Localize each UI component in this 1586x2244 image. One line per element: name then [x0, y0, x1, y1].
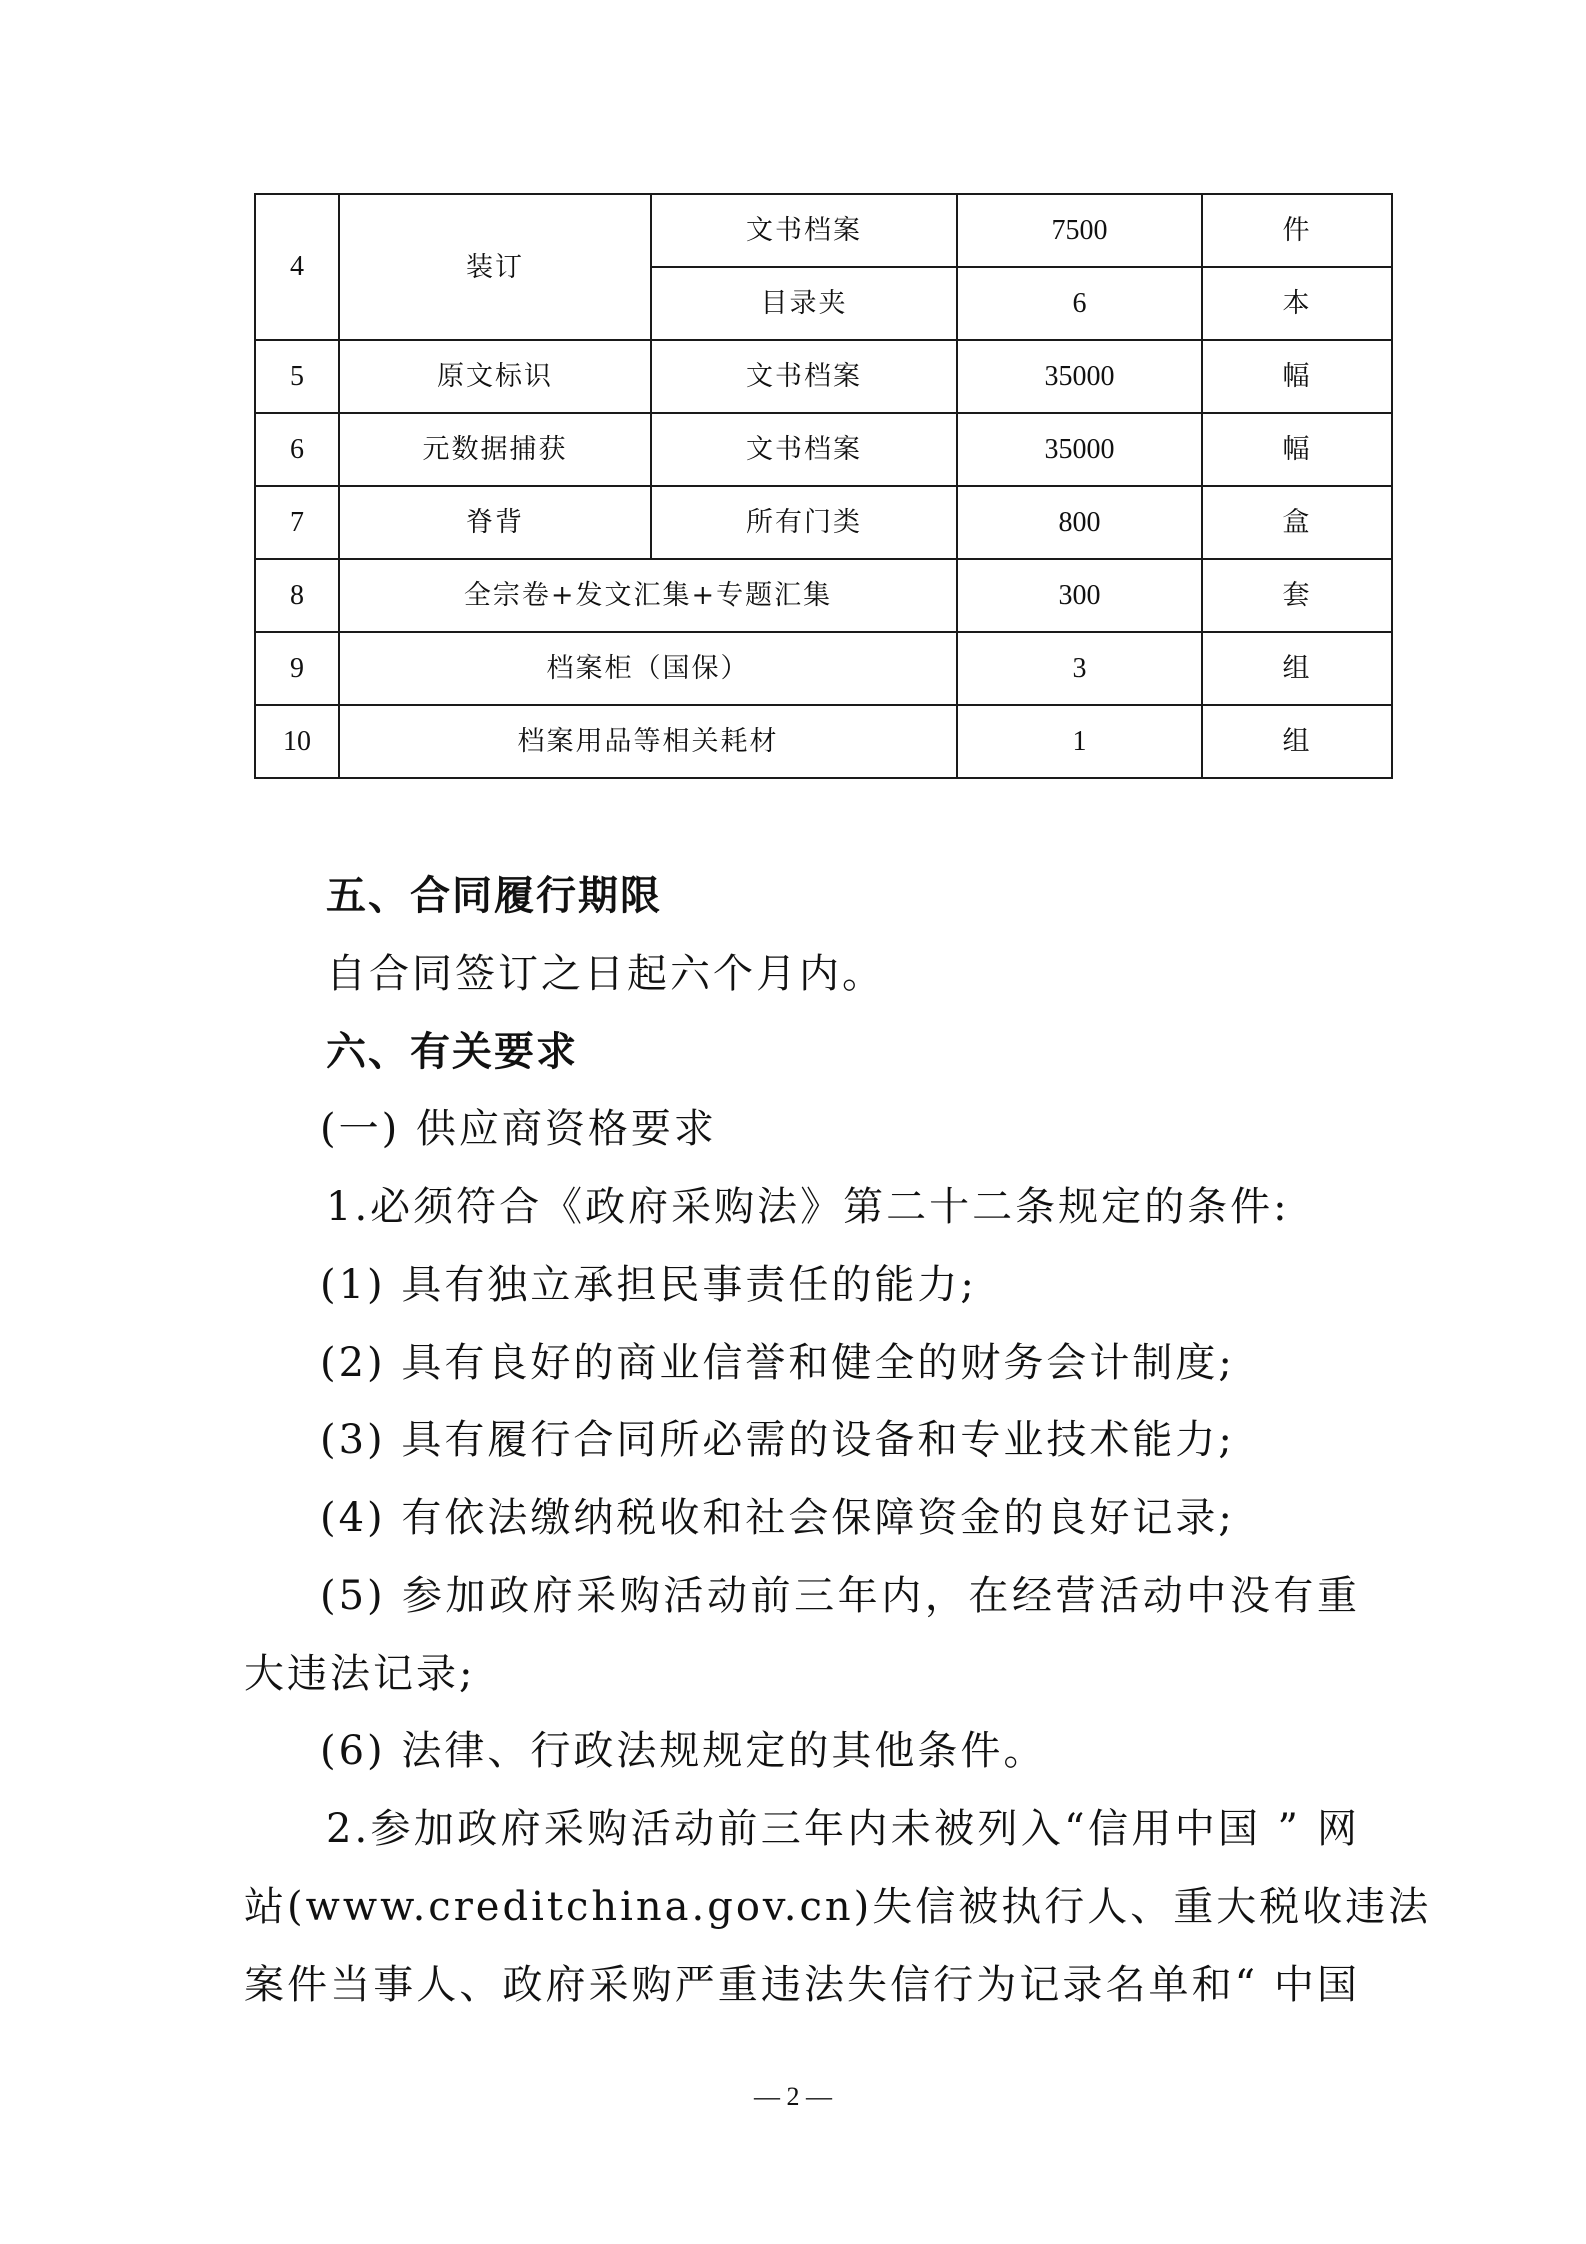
paragraph-line: 2.参加政府采购活动前三年内未被列入“信用中国 ” 网	[326, 1806, 1360, 1852]
row-number: 10	[255, 705, 339, 778]
category: 文书档案	[651, 194, 957, 267]
unit: 盒	[1202, 486, 1392, 559]
table-row	[255, 632, 1392, 705]
unit: 组	[1202, 705, 1392, 778]
table-row	[255, 486, 1392, 559]
row-number: 9	[255, 632, 339, 705]
condition-item: (1) 具有独立承担民事责任的能力;	[320, 1262, 977, 1308]
item-name: 档案用品等相关耗材	[339, 705, 957, 778]
item-name: 装订	[339, 194, 651, 340]
category: 文书档案	[651, 340, 957, 413]
row-number: 6	[255, 413, 339, 486]
condition-item: (2) 具有良好的商业信誉和健全的财务会计制度;	[320, 1340, 1235, 1386]
row-number: 5	[255, 340, 339, 413]
quantity: 1	[957, 705, 1202, 778]
item-name: 档案柜（国保）	[339, 632, 957, 705]
quantity: 300	[957, 559, 1202, 632]
quantity: 35000	[957, 413, 1202, 486]
row-number: 7	[255, 486, 339, 559]
table-row	[255, 413, 1392, 486]
category: 所有门类	[651, 486, 957, 559]
paragraph-line: 站(www.creditchina.gov.cn)失信被执行人、重大税收违法	[244, 1884, 1432, 1930]
table-row	[255, 559, 1392, 632]
row-number: 4	[255, 194, 339, 340]
item-name: 原文标识	[339, 340, 651, 413]
condition-item: (5) 参加政府采购活动前三年内，在经营活动中没有重	[320, 1573, 1360, 1619]
condition-item: (4) 有依法缴纳税收和社会保障资金的良好记录;	[320, 1495, 1235, 1541]
page-number: — 2 —	[754, 2082, 832, 2111]
quantity: 7500	[957, 194, 1202, 267]
section-heading: 六、有关要求	[326, 1029, 578, 1075]
paragraph: 自合同签订之日起六个月内。	[326, 951, 885, 997]
unit: 本	[1202, 267, 1392, 340]
table-row	[255, 340, 1392, 413]
table-row	[255, 194, 1392, 267]
row-number: 8	[255, 559, 339, 632]
condition-item: (3) 具有履行合同所必需的设备和专业技术能力;	[320, 1417, 1235, 1463]
paragraph: 1.必须符合《政府采购法》第二十二条规定的条件:	[326, 1184, 1290, 1230]
quantity: 35000	[957, 340, 1202, 413]
condition-item-continued: 大违法记录;	[244, 1651, 476, 1697]
unit: 组	[1202, 632, 1392, 705]
category: 目录夹	[651, 267, 957, 340]
item-name: 元数据捕获	[339, 413, 651, 486]
unit: 套	[1202, 559, 1392, 632]
quantity: 3	[957, 632, 1202, 705]
subsection-heading: (一) 供应商资格要求	[320, 1106, 717, 1152]
item-name: 全宗卷+发文汇集+专题汇集	[339, 559, 957, 632]
quantity: 6	[957, 267, 1202, 340]
category: 文书档案	[651, 413, 957, 486]
unit: 幅	[1202, 413, 1392, 486]
unit: 幅	[1202, 340, 1392, 413]
table-row	[255, 705, 1392, 778]
condition-item: (6) 法律、行政法规规定的其他条件。	[320, 1728, 1047, 1774]
section-heading: 五、合同履行期限	[326, 873, 662, 919]
materials-table	[254, 193, 1393, 779]
paragraph-line: 案件当事人、政府采购严重违法失信行为记录名单和“ 中国	[244, 1962, 1360, 2008]
quantity: 800	[957, 486, 1202, 559]
unit: 件	[1202, 194, 1392, 267]
item-name: 脊背	[339, 486, 651, 559]
